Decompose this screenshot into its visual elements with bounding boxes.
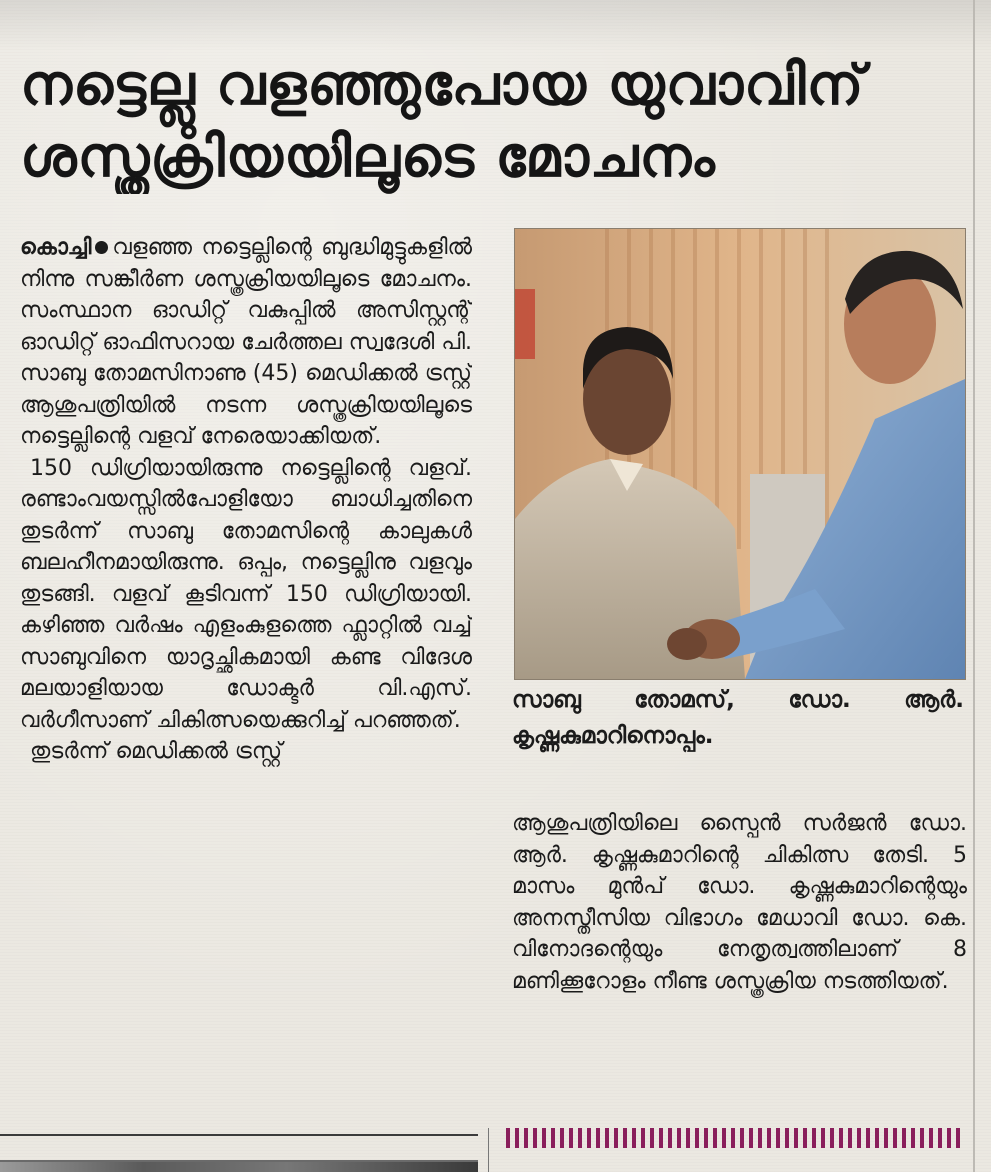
article-body-right-column xyxy=(512,808,967,1108)
article-body-left-column xyxy=(20,232,472,1112)
body-paragraph-2: 150 ഡിഗ്രിയായിരുന്നു നട്ടെല്ലിന്റെ വളവ്. രണ്ടാംവയസ്സിൽപോളിയോ ബാധിച്ചതിനെ തുടർന്ന് സാബു തോമസിന്റെ കാലുകൾ ബലഹീനമായിരുന്നു. ഒപ്പം, നട്ടെല്ലിനു വളവും തുടങ്ങി. വളവ് കൂടിവന്ന് 150 ഡിഗ്രിയായി. കഴിഞ്ഞ വർഷം എളംകുളത്തെ ഫ്ലാറ്റിൽ വച്ച് സാബുവിനെ യാദൃച്ഛികമായി കണ്ട വിദേശ മലയാളിയായ ഡോക്ടർ വി.എസ്. വർഗീസാണ് ചികിത്സയെക്കുറിച്ച് പറഞ്ഞത്. xyxy=(20,455,472,733)
body-paragraph-right: ആശുപത്രിയിലെ സ്പൈൻ സർജൻ ഡോ. ആർ. കൃഷ്ണകുമാറിന്റെ ചികിത്സ തേടി. 5 മാസം മുൻപ് ഡോ. കൃഷ്ണകുമാറിന്റെയും അനസ്തീസിയ വിഭാഗം മേധാവി ഡോ. കെ. വിനോദന്റെയും നേതൃത്വത്തിലാണ് 8 മണിക്കൂറോളം നീണ്ട ശസ്ത്രക്രിയ നടത്തിയത്. xyxy=(512,811,967,994)
article-photo xyxy=(514,228,966,680)
column-separator xyxy=(488,1128,489,1172)
body-paragraph-1 xyxy=(20,232,472,453)
column-rule-right xyxy=(973,0,975,1172)
next-article-dash-bar xyxy=(506,1128,960,1148)
next-article-photo-strip xyxy=(0,1162,478,1172)
photo-illustration xyxy=(515,229,965,679)
body-paragraph-3: തുടർന്ന് മെഡിക്കൽ ട്രസ്റ്റ് xyxy=(30,739,283,764)
body-paragraph-1-text: വളഞ്ഞ നട്ടെല്ലിന്റെ ബുദ്ധിമുട്ടുകളിൽ നിന്നു സങ്കീർണ ശസ്ത്രക്രിയയിലൂടെ മോചനം. സംസ്ഥാന ഓഡിറ്റ് വകുപ്പിൽ അസിസ്റ്റന്റ് ഓഡിറ്റ് ഓഫിസറായ ചേർത്തല സ്വദേശി പി. സാബു തോമസിനാണു (45) മെഡിക്കൽ ട്രസ്റ്റ് ആശുപത്രിയിൽ നടന്ന ശസ്ത്രക്രിയയിലൂടെ നട്ടെല്ലിന്റെ വളവ് നേരെയാക്കിയത്. xyxy=(20,235,472,449)
headline-line-1: നട്ടെല്ലു വളഞ്ഞുപോയ യുവാവിന് xyxy=(20,53,865,118)
dateline-bullet-icon xyxy=(95,241,108,254)
dateline: കൊച്ചി xyxy=(20,235,92,260)
previous-article-bleed xyxy=(0,0,991,50)
bottom-rule xyxy=(0,1134,478,1136)
photo-caption: സാബു തോമസ്, ഡോ. ആർ. കൃഷ്ണകുമാറിനൊപ്പം. xyxy=(512,687,964,749)
headline xyxy=(20,50,950,194)
headline-line-2: ശസ്ത്രക്രിയയിലൂടെ മോചനം xyxy=(20,125,716,190)
